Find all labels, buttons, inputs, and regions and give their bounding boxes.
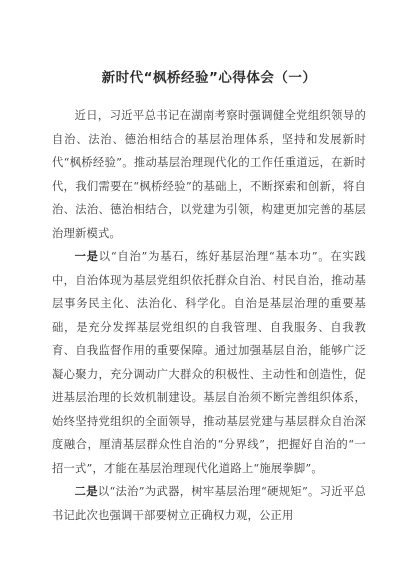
paragraph-text: 以“自治”为基石，练好基层治理“基本功”。在实践中，自治体现为基层党组织依托群众自治、村民自治，推动基层事务民主化、法治化、科学化。自治是基层治理的重要基础，是充分发挥基层党组织的自我管理、自我服务、自我教育、自我监督作用的重要保障。通过加强基层自治，能够广泛凝心聚力，充分调动广大群众的积极性、主动性和创造性，促进基层治理的长效机制建设。基层自治须不断完善组织体系，始终坚持党组织的全面领导，推动基层党建与基层群众自治深度融合，厘清基层群众性自治的“分界线”，把握好自治的“一招一式”，才能在基层治理现代化道路上“施展拳脚”。 — [52, 250, 367, 475]
paragraph-text: 近日，习近平总书记在湖南考察时强调健全党组织领导的自治、法治、德治相结合的基层治理体系，坚持和发展新时代“枫桥经验”。推动基层治理现代化的工作任重道远，在新时代，我们需要在“枫桥经验”的基础上，不断探索和创新，将自治、法治、德治相结合，以党建为引领，构建更加完善的基层治理新模式。 — [52, 109, 366, 240]
point-two-paragraph — [52, 480, 366, 527]
intro-paragraph — [52, 104, 366, 245]
paragraph-lead: 二是 — [74, 485, 98, 498]
paragraph-lead: 一是 — [74, 250, 99, 263]
document-title: 新时代“枫桥经验”心得体会（一） — [101, 70, 317, 86]
point-one-paragraph — [52, 245, 366, 480]
paragraph-text: 以“法治”为武器，树牢基层治理“硬规矩”。习近平总书记此次也强调干部要树立正确权力观，公正用 — [52, 485, 366, 522]
